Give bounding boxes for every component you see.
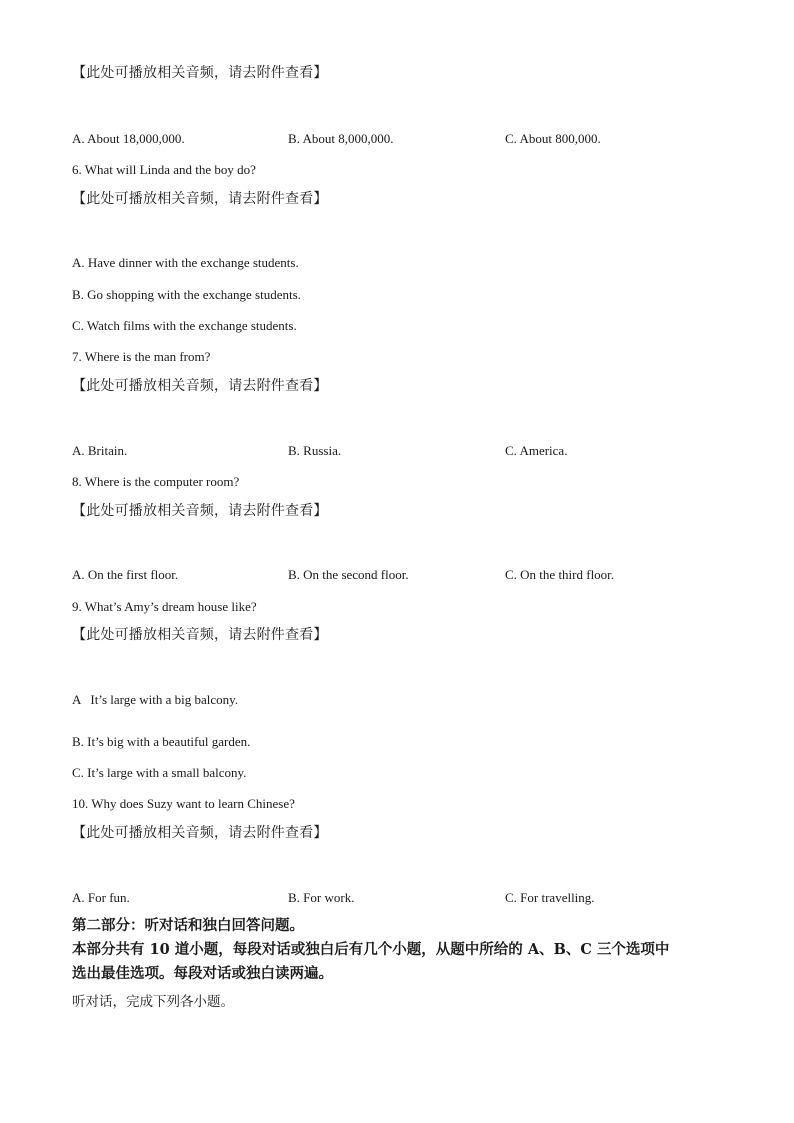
q6-option-a: A. Have dinner with the exchange students. (72, 255, 299, 270)
audio-placeholder: 【此处可播放相关音频，请去附件查看】 (72, 826, 328, 841)
part2-instruction-line2: 选出最佳选项。每段对话或独白读两遍。 (72, 965, 333, 982)
q5-option-a: A. About 18,000,000. (72, 131, 185, 146)
q8-question: 8. Where is the computer room? (72, 474, 240, 489)
audio-placeholder: 【此处可播放相关音频，请去附件查看】 (72, 192, 328, 207)
q7-option-c: C. America. (505, 443, 568, 458)
q8-option-c: C. On the third floor. (505, 567, 615, 582)
q10-option-b: B. For work. (288, 890, 355, 905)
q7-option-a: A. Britain. (72, 443, 128, 458)
q6-option-c: C. Watch films with the exchange students. (72, 318, 297, 333)
q7-question: 7. Where is the man from? (72, 349, 211, 364)
q5-option-b: B. About 8,000,000. (288, 131, 394, 146)
part2-instruction-line1: 本部分共有 10 道小题，每段对话或独白后有几个小题，从题中所给的 A、B、C 三个选项中 (72, 941, 670, 958)
audio-placeholder: 【此处可播放相关音频，请去附件查看】 (72, 66, 328, 81)
q9-option-b: B. It’s big with a beautiful garden. (72, 734, 251, 749)
q8-option-a: A. On the first floor. (72, 567, 179, 582)
q9-question: 9. What’s Amy’s dream house like? (72, 599, 257, 614)
part2-title: 第二部分：听对话和独白回答问题。 (72, 917, 304, 934)
q10-question: 10. Why does Suzy want to learn Chinese? (72, 796, 295, 811)
q7-option-b: B. Russia. (288, 443, 342, 458)
q9-option-c: C. It’s large with a small balcony. (72, 765, 247, 780)
part2-sub-instruction: 听对话，完成下列各小题。 (72, 994, 234, 1009)
q9-option-a: A It’s large with a big balcony. (72, 692, 239, 707)
audio-placeholder: 【此处可播放相关音频，请去附件查看】 (72, 504, 328, 519)
q8-option-b: B. On the second floor. (288, 567, 409, 582)
q6-option-b: B. Go shopping with the exchange students. (72, 287, 301, 302)
q5-option-c: C. About 800,000. (505, 131, 601, 146)
q10-option-c: C. For travelling. (505, 890, 595, 905)
q6-question: 6. What will Linda and the boy do? (72, 162, 256, 177)
q10-option-a: A. For fun. (72, 890, 130, 905)
audio-placeholder: 【此处可播放相关音频，请去附件查看】 (72, 379, 328, 394)
audio-placeholder: 【此处可播放相关音频，请去附件查看】 (72, 628, 328, 643)
